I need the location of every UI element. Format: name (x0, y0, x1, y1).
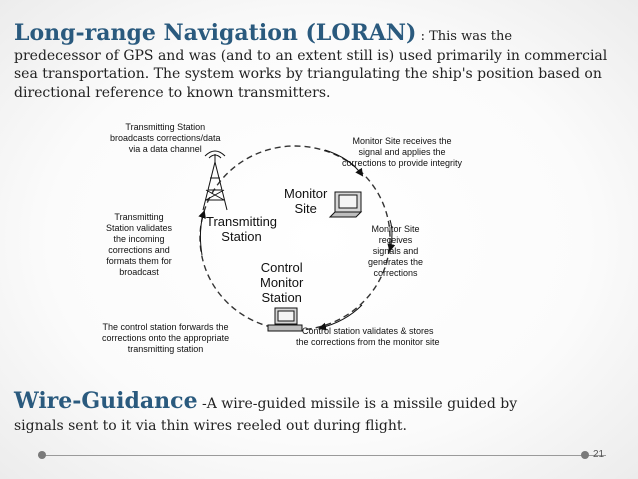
wire-guidance-heading: Wire-Guidance (14, 388, 198, 414)
footer-divider (38, 455, 606, 456)
footer-dot-right (581, 451, 589, 459)
wire-guidance-body: signals sent to it via thin wires reeled out during flight. (14, 418, 407, 434)
monitor-computer-icon (330, 192, 361, 217)
monitor-generates-label: Monitor Site receives signals and generates the corrections (368, 224, 424, 278)
control-forwards-label: The control station forwards the corrections onto the appropriate transmitting station (102, 322, 230, 354)
transmitter-tower-icon (203, 151, 227, 210)
transmitting-validates-label: Transmitting Station validates the incoming corrections and formats them for broadcast (106, 212, 173, 277)
control-validates-label: Control station validates & stores the corrections from the monitor site (296, 326, 440, 347)
loran-diagram (100, 120, 540, 360)
monitor-site-label: Monitor Site (284, 186, 328, 216)
transmitting-station-label: Transmitting Station (206, 214, 278, 244)
page-number: 21 (593, 449, 605, 460)
transmitting-broadcasts-label: Transmitting Station broadcasts corrections/data via a data channel (110, 122, 221, 154)
loran-body: predecessor of GPS and was (and to an extent still is) used primarily in commercial sea transportation. The system works by triangulating the ship's position based on directional reference to known transmitters. (14, 47, 608, 101)
monitor-receives-label: Monitor Site receives the signal and applies the corrections to provide integrity (342, 136, 463, 168)
control-monitor-station-label: Control Monitor Station (260, 260, 304, 305)
loran-paragraph (14, 20, 626, 102)
loran-heading-tail: : This was the (416, 29, 513, 44)
wire-guidance-paragraph (14, 390, 626, 437)
wire-guidance-tail: -A wire-guided missile is a missile guided by (197, 396, 518, 412)
arrow-left (200, 212, 204, 255)
loran-heading: Long-range Navigation (LORAN) (14, 20, 417, 46)
footer-dot-left (38, 451, 46, 459)
